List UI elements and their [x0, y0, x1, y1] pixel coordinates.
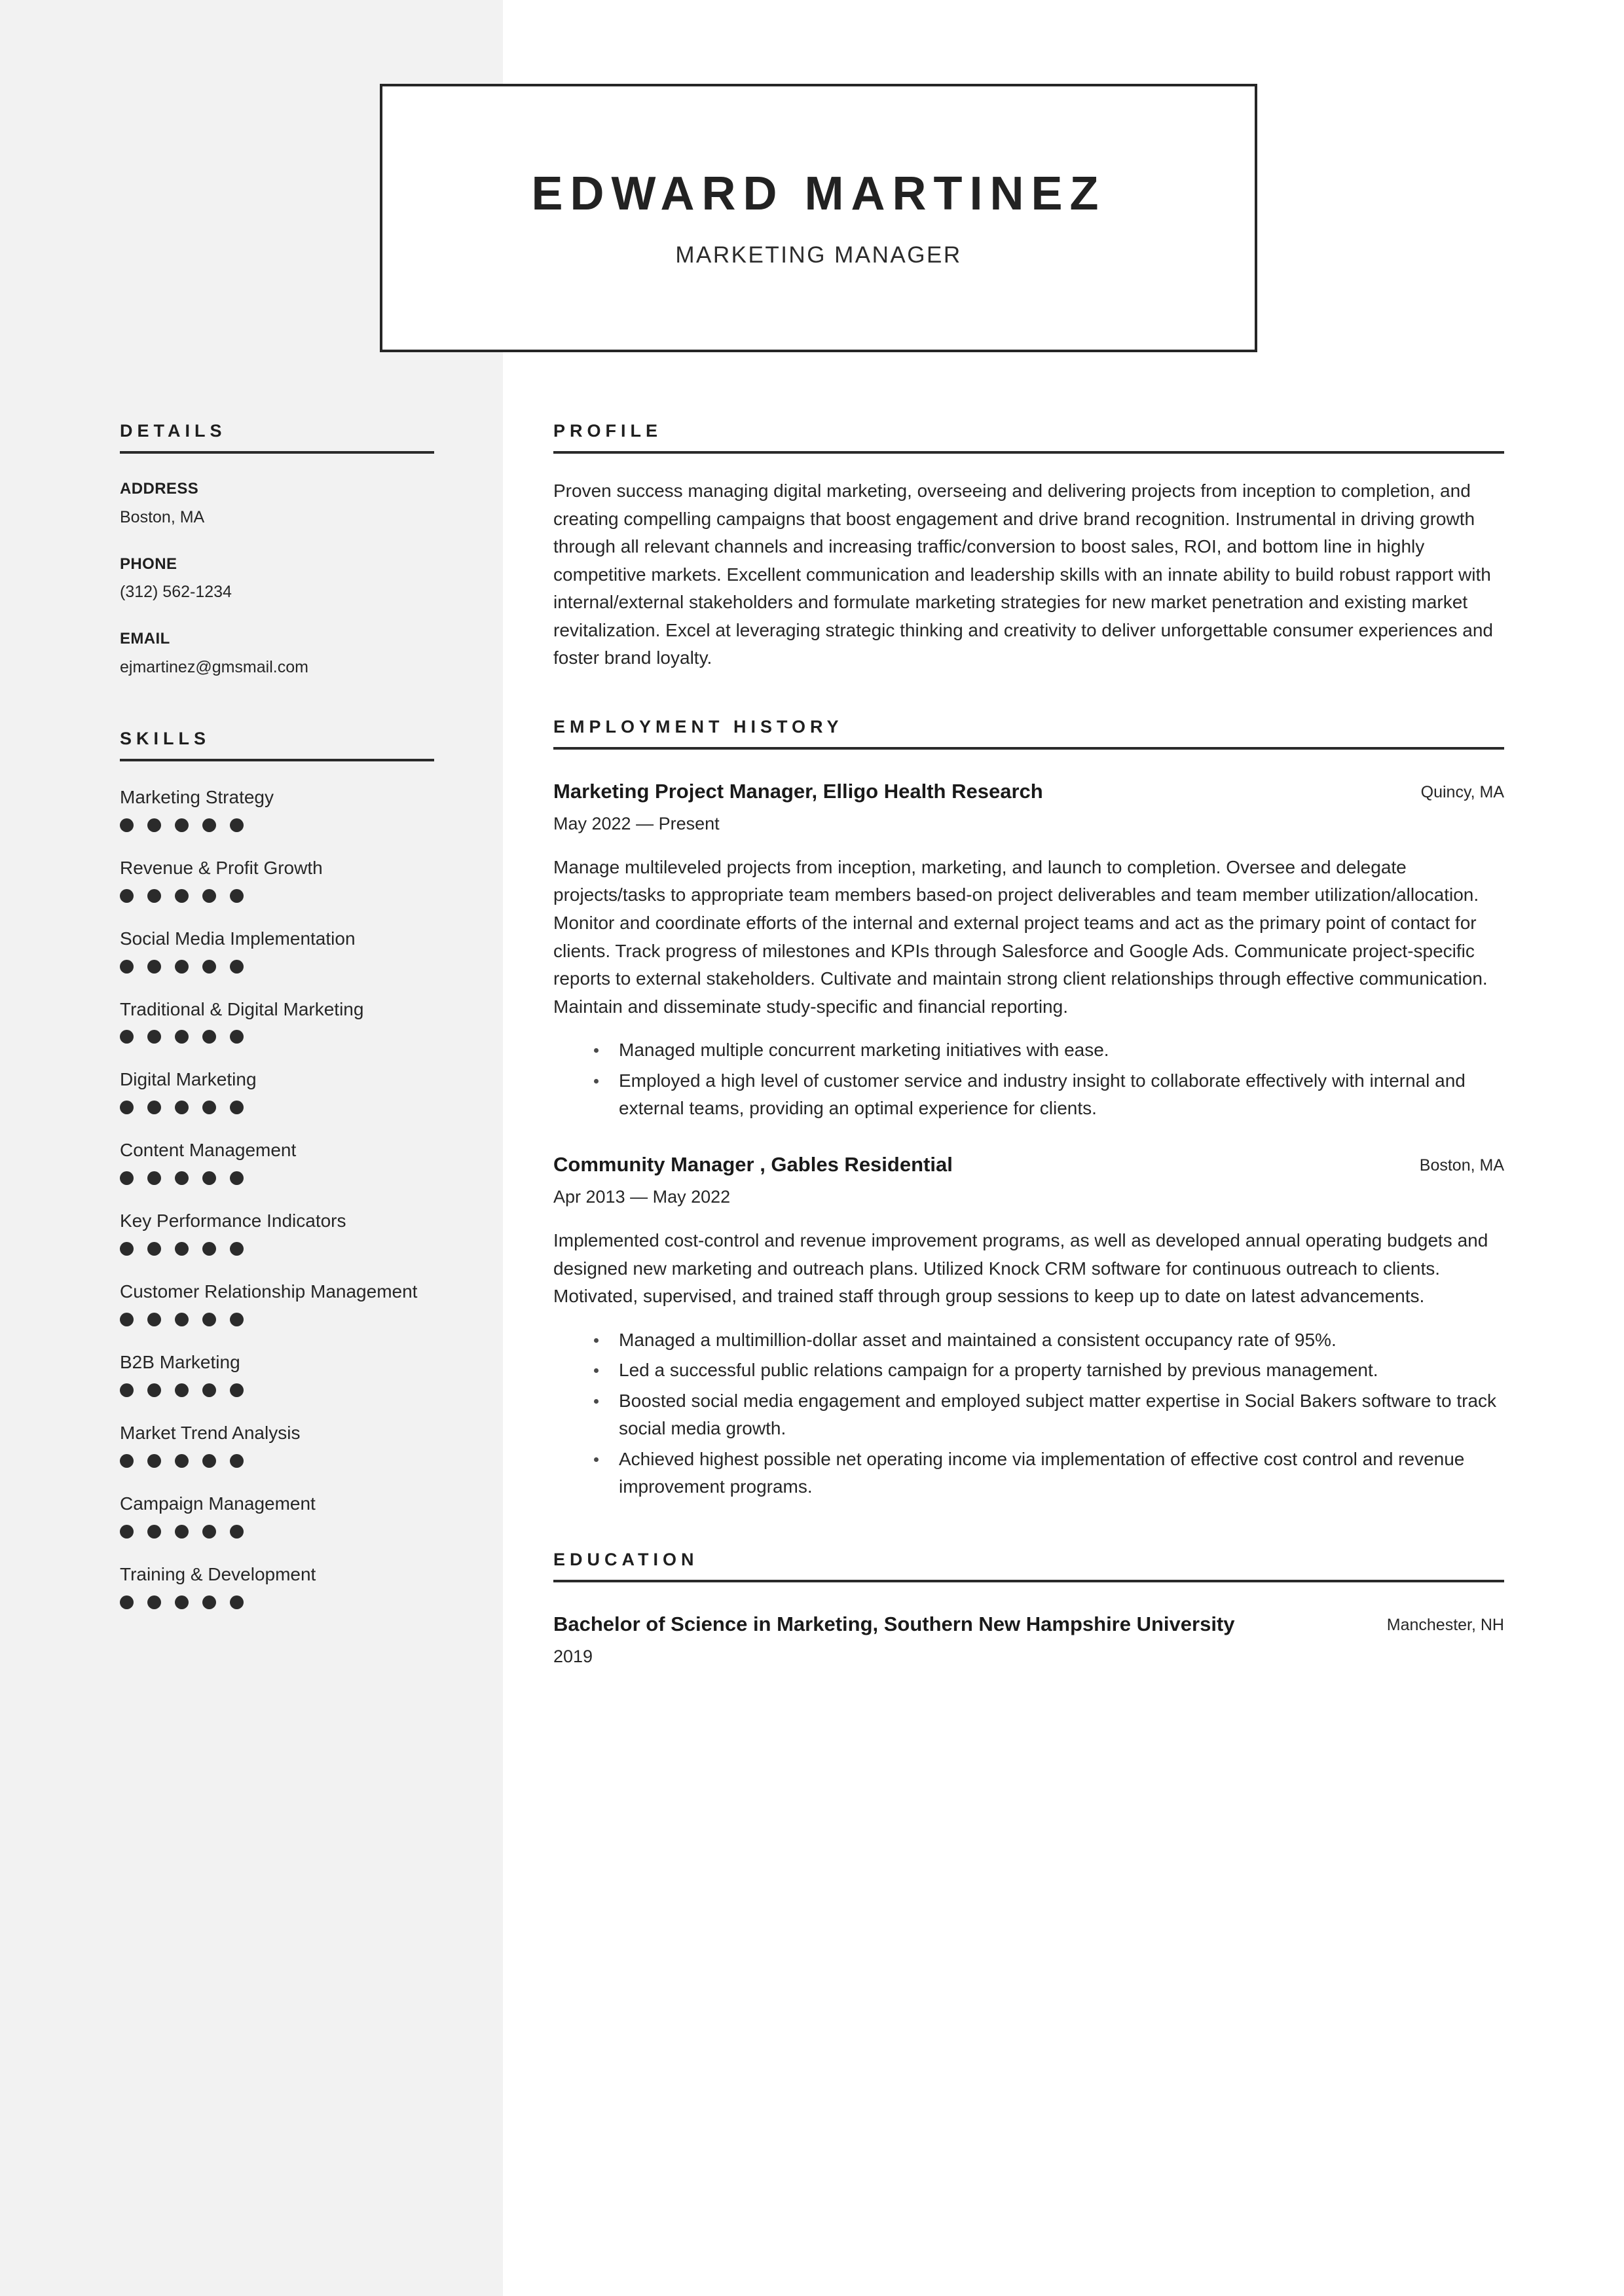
- details-heading: DETAILS: [120, 421, 227, 441]
- skill-item: [120, 1280, 434, 1326]
- education-section: [553, 1551, 1504, 1668]
- skill-name: Digital Marketing: [120, 1069, 257, 1090]
- skills-divider: [120, 759, 434, 761]
- rating-dot: [230, 1595, 244, 1609]
- entry-title: Community Manager , Gables Residential: [553, 1152, 953, 1176]
- education-list: [553, 1611, 1504, 1668]
- rating-dot: [230, 1171, 244, 1185]
- list-item: Managed a multimillion-dollar asset and maintained a consistent occupancy rate of 95%.: [594, 1326, 1504, 1355]
- rating-dot: [147, 1313, 161, 1326]
- profile-divider: [553, 451, 1504, 454]
- rating-dot: [120, 1383, 134, 1397]
- detail-label: EMAIL: [120, 630, 170, 648]
- skill-item: [120, 786, 434, 832]
- skill-rating-dots: [120, 1454, 434, 1468]
- education-heading: EDUCATION: [553, 1549, 699, 1569]
- rating-dot: [175, 1030, 189, 1044]
- list-item: Achieved highest possible net operating income via implementation of effective cost control and revenue improvement programs.: [594, 1446, 1504, 1501]
- skill-name: Market Trend Analysis: [120, 1423, 301, 1444]
- skill-item: [120, 1563, 434, 1609]
- skills-heading: SKILLS: [120, 728, 211, 748]
- skill-name: Customer Relationship Management: [120, 1281, 418, 1302]
- skill-item: [120, 927, 434, 974]
- detail-value: Boston, MA: [120, 507, 205, 526]
- entry-header: [553, 1152, 1504, 1178]
- rating-dot: [230, 1525, 244, 1539]
- rating-dot: [175, 1595, 189, 1609]
- list-item: Employed a high level of customer service and industry insight to collaborate effectively with internal and external teams, providing an optimal experience for clients.: [594, 1067, 1504, 1123]
- employment-list: [553, 778, 1504, 1501]
- rating-dot: [175, 1525, 189, 1539]
- rating-dot: [147, 1242, 161, 1256]
- skill-rating-dots: [120, 889, 434, 903]
- skill-name: Content Management: [120, 1140, 297, 1161]
- rating-dot: [202, 818, 216, 832]
- employment-divider: [553, 747, 1504, 750]
- rating-dot: [147, 1171, 161, 1185]
- employment-section: [553, 718, 1504, 1501]
- entry-location: Quincy, MA: [1420, 782, 1504, 801]
- rating-dot: [202, 1525, 216, 1539]
- profile-heading: PROFILE: [553, 421, 663, 441]
- main-column: [553, 422, 1504, 1668]
- rating-dot: [175, 1454, 189, 1468]
- detail-value: ejmartinez@gmsmail.com: [120, 657, 308, 676]
- skill-rating-dots: [120, 960, 434, 974]
- rating-dot: [202, 1595, 216, 1609]
- list-item: Managed multiple concurrent marketing initiatives with ease.: [594, 1036, 1504, 1065]
- entry-description: Implemented cost-control and revenue improvement programs, as well as developed annual operating budgets and designed new marketing and outreach plans. Utilized Knock CRM software for continuous outreach to clients. Motivated, supervised, and trained staff through group sessions to keep up to date on latest advancements.: [553, 1230, 1488, 1307]
- rating-dot: [120, 1595, 134, 1609]
- rating-dot: [147, 960, 161, 974]
- page-title: EDWARD MARTINEZ: [531, 167, 1106, 220]
- skill-name: Marketing Strategy: [120, 786, 274, 807]
- skill-item: [120, 998, 434, 1044]
- rating-dot: [230, 1101, 244, 1114]
- entry-title: Marketing Project Manager, Elligo Health Research: [553, 779, 1043, 803]
- experience-entry: [553, 778, 1504, 1123]
- rating-dot: [230, 1313, 244, 1326]
- rating-dot: [202, 889, 216, 903]
- detail-block: [120, 630, 434, 679]
- rating-dot: [120, 889, 134, 903]
- entry-location: Boston, MA: [1419, 1156, 1504, 1175]
- rating-dot: [230, 1242, 244, 1256]
- rating-dot: [120, 1454, 134, 1468]
- skill-item: [120, 1421, 434, 1468]
- rating-dot: [120, 960, 134, 974]
- profile-section: [553, 422, 1504, 672]
- rating-dot: [175, 1313, 189, 1326]
- skill-item: [120, 1068, 434, 1114]
- rating-dot: [202, 1454, 216, 1468]
- rating-dot: [147, 1595, 161, 1609]
- rating-dot: [230, 1383, 244, 1397]
- rating-dot: [175, 889, 189, 903]
- list-item: Boosted social media engagement and employed subject matter expertise in Social Bakers software to track social media growth.: [594, 1387, 1504, 1443]
- rating-dot: [120, 1101, 134, 1114]
- entry-header: [553, 778, 1504, 805]
- entry-date: Apr 2013 — May 2022: [553, 1186, 731, 1207]
- entry-bullet-list: [553, 1326, 1504, 1501]
- entry-title: Bachelor of Science in Marketing, Southern New Hampshire University: [553, 1612, 1235, 1635]
- rating-dot: [147, 1454, 161, 1468]
- entry-date: 2019: [553, 1646, 593, 1666]
- rating-dot: [230, 889, 244, 903]
- skill-rating-dots: [120, 818, 434, 832]
- entry-bullet-list: [553, 1036, 1504, 1123]
- skill-rating-dots: [120, 1171, 434, 1185]
- skill-name: Traditional & Digital Marketing: [120, 998, 364, 1019]
- rating-dot: [120, 1525, 134, 1539]
- sidebar-column: [120, 422, 434, 1609]
- rating-dot: [120, 1171, 134, 1185]
- rating-dot: [120, 1030, 134, 1044]
- detail-block: [120, 480, 434, 529]
- rating-dot: [230, 1454, 244, 1468]
- header-job-title: MARKETING MANAGER: [675, 242, 962, 268]
- rating-dot: [230, 960, 244, 974]
- rating-dot: [202, 1242, 216, 1256]
- detail-value: (312) 562-1234: [120, 583, 232, 602]
- rating-dot: [230, 818, 244, 832]
- skill-name: Training & Development: [120, 1564, 316, 1585]
- rating-dot: [175, 818, 189, 832]
- details-section: [120, 422, 434, 679]
- skill-rating-dots: [120, 1101, 434, 1114]
- experience-entry: [553, 1611, 1504, 1668]
- rating-dot: [175, 1242, 189, 1256]
- rating-dot: [120, 818, 134, 832]
- skill-item: [120, 1209, 434, 1256]
- skill-item: [120, 1351, 434, 1397]
- skill-rating-dots: [120, 1595, 434, 1609]
- rating-dot: [202, 1101, 216, 1114]
- skills-section: [120, 730, 434, 1609]
- rating-dot: [175, 960, 189, 974]
- skill-name: Social Media Implementation: [120, 928, 356, 949]
- rating-dot: [202, 1171, 216, 1185]
- rating-dot: [147, 818, 161, 832]
- skill-name: Key Performance Indicators: [120, 1211, 346, 1231]
- skill-item: [120, 856, 434, 903]
- rating-dot: [147, 889, 161, 903]
- details-list: [120, 480, 434, 679]
- detail-block: [120, 555, 434, 604]
- skill-rating-dots: [120, 1383, 434, 1397]
- rating-dot: [147, 1383, 161, 1397]
- skill-item: [120, 1492, 434, 1539]
- rating-dot: [175, 1101, 189, 1114]
- rating-dot: [120, 1242, 134, 1256]
- profile-text: Proven success managing digital marketing, overseeing and delivering projects from inception to completion, and creating compelling campaigns that boost engagement and drive brand recognition. Instrumental in driving growth through all relevant channels and increasing traffic/conversion to boost sales, ROI, and bottom line in highly competitive markets. Excellent communication and leadership skills with an innate ability to build robust rapport with internal/external stakeholders and formulate marketing strategies for new market penetration and existing market revitalization. Excel at leveraging strategic thinking and creativity to deliver unforgettable consumer experiences and foster brand loyalty.: [553, 481, 1493, 668]
- entry-location: Manchester, NH: [1386, 1615, 1504, 1634]
- skill-name: Revenue & Profit Growth: [120, 857, 323, 878]
- entry-description: Manage multileveled projects from inception, marketing, and launch to completion. Oversee and delegate projects/tasks to appropriate team members based-on project deliverables and team member utilization/allocation. Monitor and coordinate efforts of the internal and external project teams and act as the primary point of contact for clients. Track progress of milestones and KPIs through Salesforce and Google Ads. Communicate project-specific reports to external stakeholders. Cultivate and maintain strong client relationships through effective communication. Maintain and disseminate study-specific and financial reporting.: [553, 856, 1488, 1017]
- entry-header: [553, 1611, 1504, 1637]
- rating-dot: [175, 1383, 189, 1397]
- entry-date: May 2022 — Present: [553, 813, 720, 833]
- rating-dot: [120, 1313, 134, 1326]
- skill-name: B2B Marketing: [120, 1352, 240, 1373]
- rating-dot: [202, 1383, 216, 1397]
- rating-dot: [202, 960, 216, 974]
- skill-rating-dots: [120, 1030, 434, 1044]
- education-divider: [553, 1580, 1504, 1582]
- skills-list: [120, 786, 434, 1609]
- rating-dot: [175, 1171, 189, 1185]
- rating-dot: [147, 1101, 161, 1114]
- skill-item: [120, 1139, 434, 1185]
- experience-entry: [553, 1152, 1504, 1501]
- rating-dot: [147, 1525, 161, 1539]
- list-item: Led a successful public relations campaign for a property tarnished by previous management.: [594, 1357, 1504, 1385]
- rating-dot: [230, 1030, 244, 1044]
- skill-rating-dots: [120, 1525, 434, 1539]
- rating-dot: [202, 1030, 216, 1044]
- employment-heading: EMPLOYMENT HISTORY: [553, 716, 843, 737]
- skill-name: Campaign Management: [120, 1493, 316, 1514]
- header-name-box: [380, 84, 1257, 352]
- detail-label: PHONE: [120, 555, 177, 573]
- rating-dot: [202, 1313, 216, 1326]
- detail-label: ADDRESS: [120, 480, 199, 498]
- rating-dot: [147, 1030, 161, 1044]
- skill-rating-dots: [120, 1313, 434, 1326]
- skill-rating-dots: [120, 1242, 434, 1256]
- details-divider: [120, 451, 434, 454]
